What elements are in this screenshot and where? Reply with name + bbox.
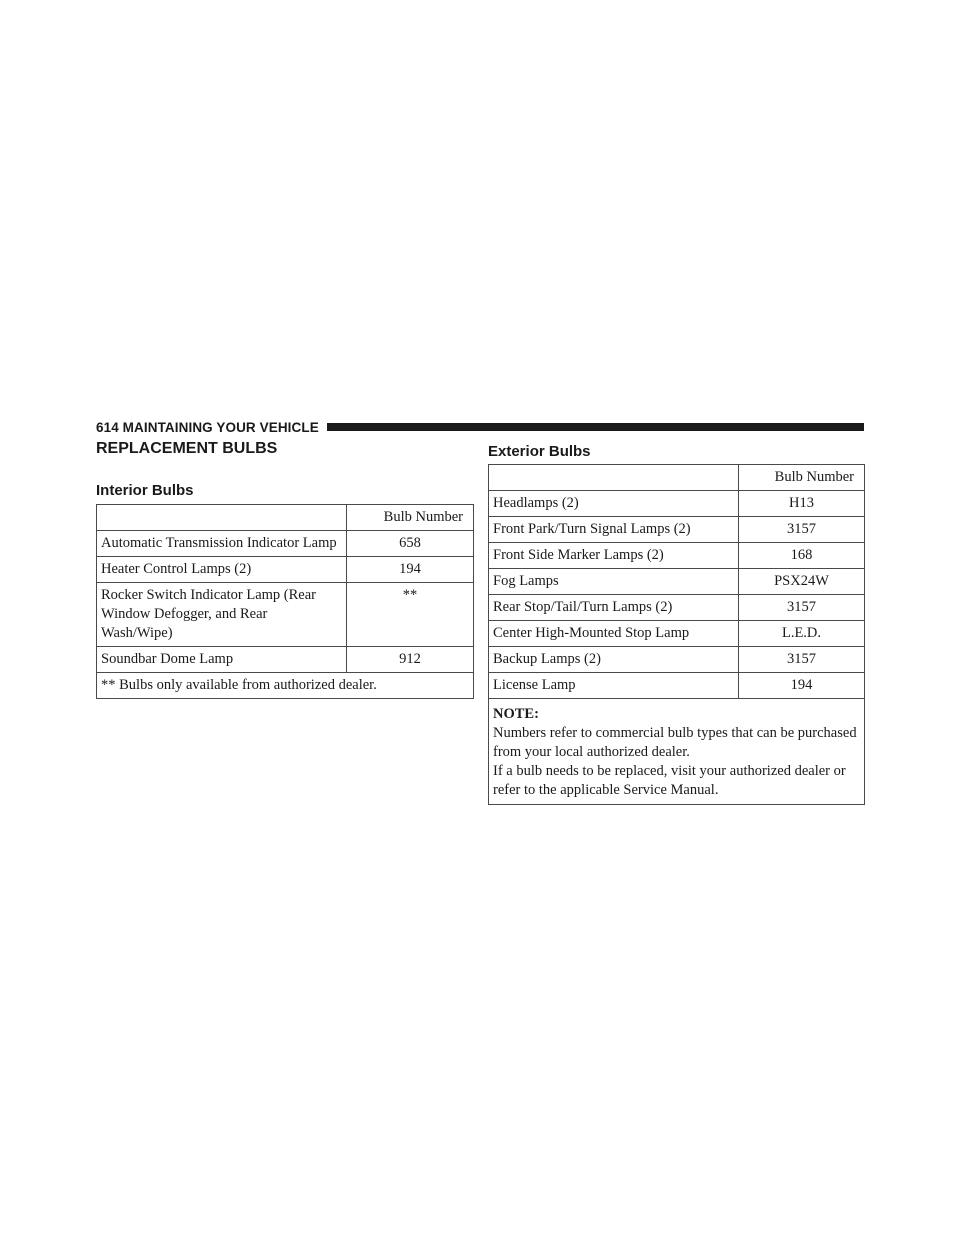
table-row: [489, 491, 865, 517]
empty-header-cell: [97, 505, 347, 531]
interior-bulbs-table: [96, 504, 474, 699]
bulb-name: Rear Stop/Tail/Turn Lamps (2): [489, 595, 739, 621]
note-title: NOTE:: [493, 706, 539, 722]
note-line: If a bulb needs to be replaced, visit your authorized dealer or refer to the applicable Service Manual.: [493, 763, 846, 798]
note-line: Numbers refer to commercial bulb types that can be purchased from your local authorized dealer.: [493, 725, 857, 760]
column-header: Bulb Number: [739, 465, 865, 491]
page-header: [96, 417, 864, 437]
bulb-name: Front Side Marker Lamps (2): [489, 543, 739, 569]
bulb-name: License Lamp: [489, 673, 739, 699]
bulb-name: Backup Lamps (2): [489, 647, 739, 673]
table-row: [489, 517, 865, 543]
bulb-name: Front Park/Turn Signal Lamps (2): [489, 517, 739, 543]
bulb-number: 658: [347, 531, 474, 557]
bulb-number: 168: [739, 543, 865, 569]
bulb-number: 194: [739, 673, 865, 699]
note-cell: [489, 699, 865, 805]
section-title: REPLACEMENT BULBS: [96, 440, 278, 457]
bulb-number: 3157: [739, 647, 865, 673]
bulb-name: Headlamps (2): [489, 491, 739, 517]
table-row: [97, 583, 474, 647]
table-header-row: [489, 465, 865, 491]
note-row: [489, 699, 865, 805]
bulb-number: 912: [347, 647, 474, 673]
table-row: [489, 569, 865, 595]
interior-bulbs-title: Interior Bulbs: [96, 482, 194, 499]
table-row: [97, 531, 474, 557]
table-header-row: [97, 505, 474, 531]
bulb-name: Rocker Switch Indicator Lamp (Rear Window Defogger, and Rear Wash/Wipe): [97, 583, 347, 647]
bulb-name: Center High-Mounted Stop Lamp: [489, 621, 739, 647]
exterior-bulbs-title: Exterior Bulbs: [488, 443, 591, 460]
bulb-number: **: [347, 583, 474, 647]
table-row: [489, 647, 865, 673]
exterior-bulbs-table: [488, 464, 865, 805]
table-row: [97, 647, 474, 673]
bulb-number: 194: [347, 557, 474, 583]
table-row: [489, 595, 865, 621]
bulb-number: 3157: [739, 595, 865, 621]
page-label: 614 MAINTAINING YOUR VEHICLE: [96, 419, 319, 435]
bulb-name: Heater Control Lamps (2): [97, 557, 347, 583]
table-row: [489, 673, 865, 699]
header-rule: [327, 423, 864, 431]
table-row: [97, 557, 474, 583]
bulb-number: 3157: [739, 517, 865, 543]
empty-header-cell: [489, 465, 739, 491]
footnote-row: [97, 673, 474, 699]
bulb-number: H13: [739, 491, 865, 517]
table-row: [489, 621, 865, 647]
column-header: Bulb Number: [347, 505, 474, 531]
bulb-name: Soundbar Dome Lamp: [97, 647, 347, 673]
bulb-number: L.E.D.: [739, 621, 865, 647]
footnote: ** Bulbs only available from authorized dealer.: [97, 673, 474, 699]
bulb-number: PSX24W: [739, 569, 865, 595]
bulb-name: Fog Lamps: [489, 569, 739, 595]
table-row: [489, 543, 865, 569]
bulb-name: Automatic Transmission Indicator Lamp: [97, 531, 347, 557]
